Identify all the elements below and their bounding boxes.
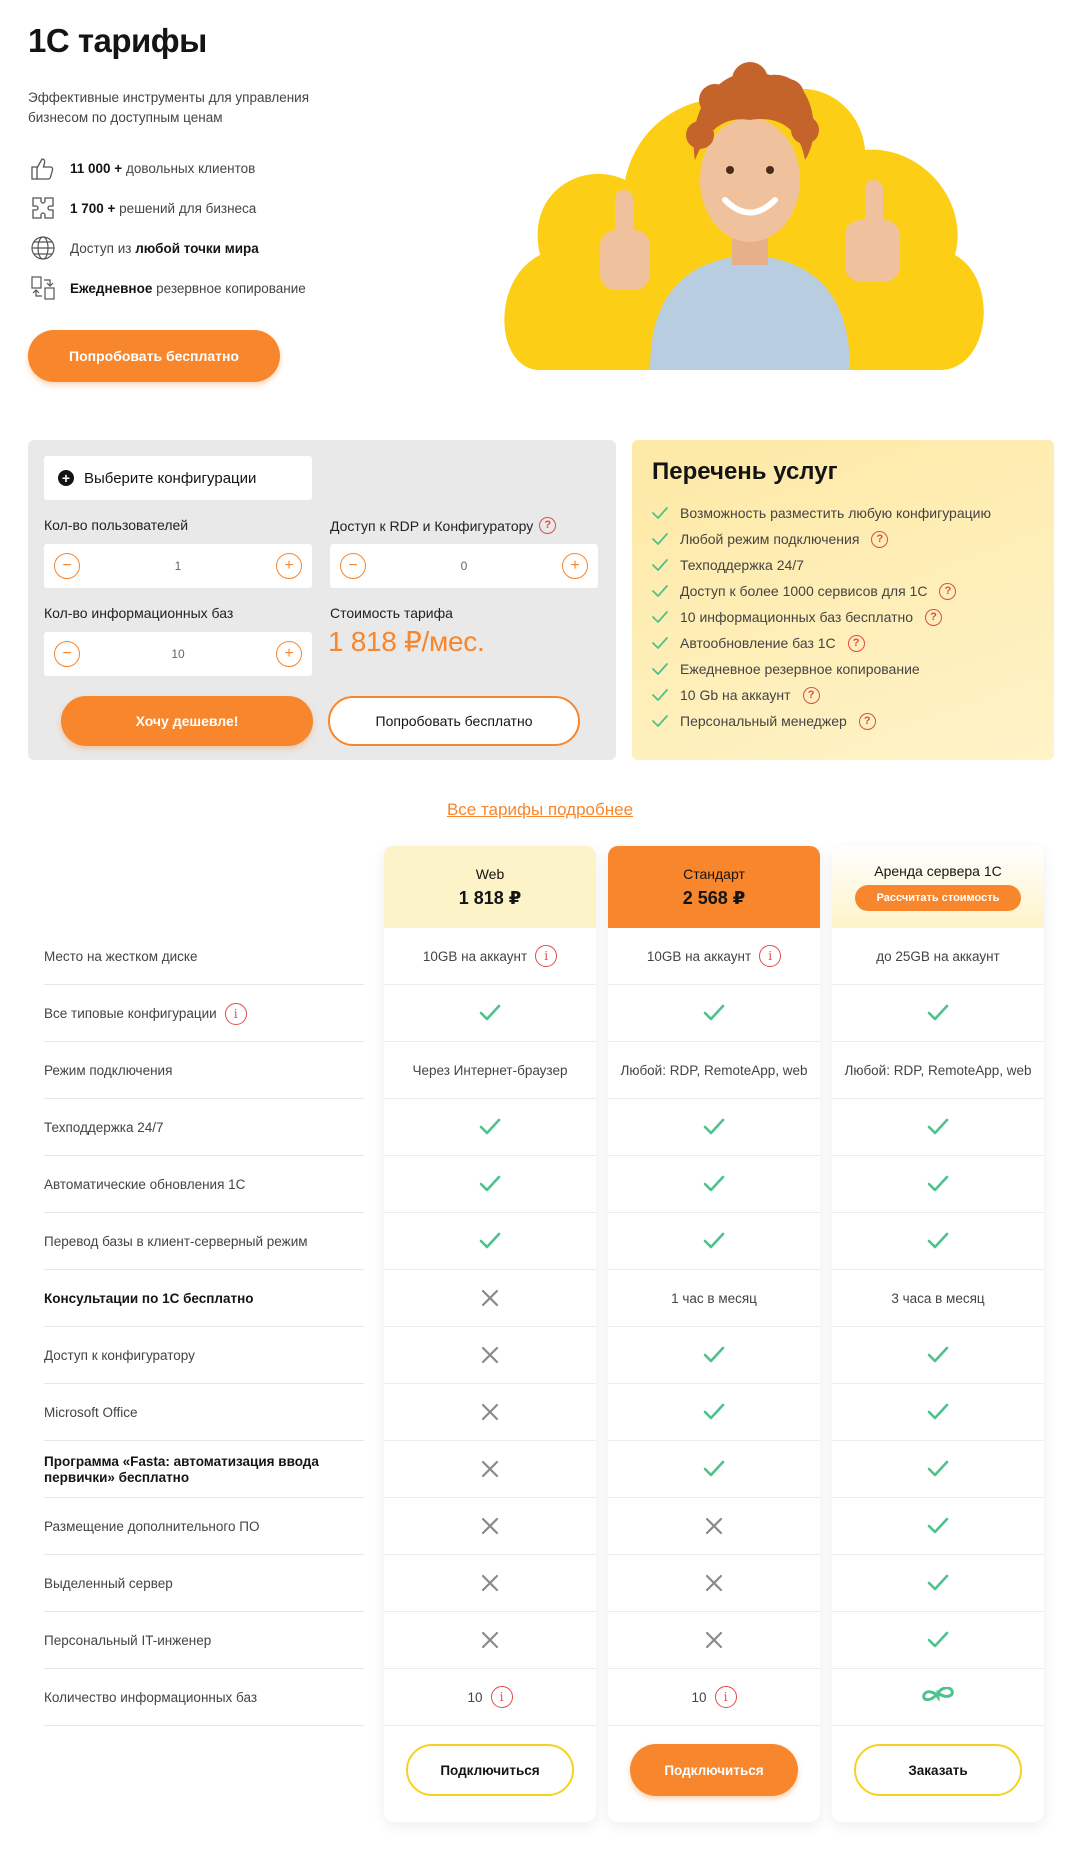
row-label: Все типовые конфигурации i	[44, 985, 364, 1042]
check-icon	[703, 1175, 725, 1193]
row-label: Консультации по 1С бесплатно	[44, 1290, 254, 1306]
check-icon	[927, 1403, 949, 1421]
backup-icon	[28, 273, 58, 303]
bases-value[interactable]: 10	[171, 647, 185, 661]
cross-icon	[481, 1574, 499, 1592]
row-label: Выделенный сервер	[44, 1575, 173, 1591]
cell-value: до 25GB на аккаунт	[876, 948, 1000, 964]
row-label: Количество информационных баз	[44, 1689, 258, 1705]
plan-header	[608, 846, 820, 928]
cell-value: 10	[691, 1689, 707, 1705]
table-cell	[384, 1498, 596, 1555]
cross-icon	[481, 1460, 499, 1478]
cell-value: 10	[467, 1689, 483, 1705]
row-label: Размещение дополнительного ПО	[44, 1518, 260, 1534]
table-cell	[608, 1669, 820, 1726]
table-cell	[384, 1099, 596, 1156]
users-stepper	[44, 544, 312, 588]
table-cell	[608, 1156, 820, 1213]
table-cell	[832, 1327, 1044, 1384]
try-free-button[interactable]: Попробовать бесплатно	[28, 330, 280, 382]
row-label: Перевод базы в клиент-серверный режим	[44, 1233, 308, 1249]
table-cell	[832, 1156, 1044, 1213]
cell-value: Через Интернет-браузер	[412, 1062, 568, 1078]
connect-button[interactable]: Подключиться	[630, 1744, 798, 1796]
table-cell	[608, 1384, 820, 1441]
cheaper-button[interactable]: Хочу дешевле!	[61, 696, 313, 746]
check-icon	[927, 1517, 949, 1535]
check-icon	[479, 1118, 501, 1136]
plan-standard-column	[608, 846, 820, 1822]
service-item	[652, 500, 991, 526]
bases-stepper	[44, 632, 312, 676]
table-cell	[608, 1042, 820, 1099]
service-item-label: Персональный менеджер	[680, 713, 847, 729]
check-icon	[652, 559, 668, 571]
hero-illustration	[500, 40, 1000, 380]
check-icon	[652, 689, 668, 701]
feature-solutions	[28, 193, 256, 223]
feature-access	[28, 233, 259, 263]
infinity-icon	[920, 1687, 956, 1707]
cell-value: Любой: RDP, RemoteApp, web	[620, 1062, 808, 1078]
service-item-label: Доступ к более 1000 сервисов для 1С	[680, 583, 928, 599]
check-icon	[927, 1631, 949, 1649]
table-cell	[608, 1327, 820, 1384]
row-label: Автоматические обновления 1С	[44, 1176, 246, 1192]
table-cell	[608, 985, 820, 1042]
rdp-label: Доступ к RDP и Конфигуратору ?	[330, 517, 556, 534]
services-list	[652, 500, 991, 734]
table-cell	[384, 1441, 596, 1498]
table-cell	[384, 928, 596, 985]
cross-icon	[481, 1517, 499, 1535]
info-icon[interactable]: i	[535, 945, 557, 967]
check-icon	[652, 507, 668, 519]
service-item	[652, 578, 991, 604]
page-title: 1С тарифы	[28, 22, 207, 59]
table-cell	[384, 1270, 596, 1327]
plan-header	[832, 846, 1044, 928]
table-cell	[608, 1099, 820, 1156]
row-divider	[44, 1725, 364, 1726]
help-icon[interactable]: ?	[871, 531, 888, 548]
row-label: Доступ к конфигуратору	[44, 1347, 195, 1363]
hero-subtitle: Эффективные инструменты для управления бизнесом по доступным ценам	[28, 90, 310, 125]
service-item-label: Автообновление баз 1С	[680, 635, 836, 651]
thumbs-up-icon	[28, 153, 58, 183]
feature-backup	[28, 273, 306, 303]
cross-icon	[705, 1631, 723, 1649]
check-icon	[927, 1574, 949, 1592]
row-label: Персональный IT-инженер	[44, 1632, 212, 1648]
check-icon	[927, 1460, 949, 1478]
service-item-label: Любой режим подключения	[680, 531, 860, 547]
table-cell	[832, 985, 1044, 1042]
info-icon[interactable]: i	[225, 1003, 247, 1025]
help-icon[interactable]: ?	[803, 687, 820, 704]
cross-icon	[481, 1631, 499, 1649]
check-icon	[927, 1118, 949, 1136]
table-cell	[832, 1441, 1044, 1498]
check-icon	[703, 1346, 725, 1364]
table-cell	[384, 1156, 596, 1213]
services-title: Перечень услуг	[652, 458, 838, 485]
table-cell	[832, 1099, 1044, 1156]
table-cell	[384, 1042, 596, 1099]
cross-icon	[481, 1403, 499, 1421]
check-icon	[703, 1232, 725, 1250]
configurator-panel	[28, 440, 616, 760]
info-icon[interactable]: i	[759, 945, 781, 967]
check-icon	[652, 715, 668, 727]
check-icon	[927, 1232, 949, 1250]
feature-backup-text: резервное копирование	[152, 280, 306, 296]
rdp-plus-button[interactable]: +	[562, 553, 588, 579]
table-cell	[384, 1384, 596, 1441]
cell-value: 10GB на аккаунт	[646, 948, 752, 964]
table-cell	[832, 1270, 1044, 1327]
table-cell	[832, 1612, 1044, 1669]
check-icon	[479, 1232, 501, 1250]
service-item-label: Ежедневное резервное копирование	[680, 661, 920, 677]
cost-label: Стоимость тарифа	[330, 605, 453, 621]
cross-icon	[481, 1289, 499, 1307]
service-item-label: Техподдержка 24/7	[680, 557, 804, 573]
table-cell	[384, 1669, 596, 1726]
feature-backup-bold: Ежедневное	[70, 280, 153, 296]
config-try-free-button[interactable]: Попробовать бесплатно	[328, 696, 580, 746]
calculate-cost-button[interactable]: Рассчитать стоимость	[855, 885, 1021, 911]
rdp-minus-button[interactable]: −	[340, 553, 366, 579]
table-cell	[608, 1498, 820, 1555]
help-icon[interactable]: ?	[539, 517, 556, 534]
bases-plus-button[interactable]: +	[276, 641, 302, 667]
service-item	[652, 682, 991, 708]
feature-solutions-text: решений для бизнеса	[115, 200, 257, 216]
service-item	[652, 604, 991, 630]
service-item	[652, 526, 991, 552]
users-plus-button[interactable]: +	[276, 553, 302, 579]
table-cell	[384, 1213, 596, 1270]
check-icon	[703, 1004, 725, 1022]
info-icon[interactable]: i	[715, 1686, 737, 1708]
plan-name: Web	[475, 865, 505, 882]
cross-icon	[705, 1517, 723, 1535]
cell-value: 3 часа в месяц	[891, 1290, 985, 1306]
table-cell	[608, 1441, 820, 1498]
globe-icon	[28, 233, 58, 263]
table-cell	[832, 1498, 1044, 1555]
help-icon[interactable]: ?	[859, 713, 876, 730]
table-cell	[608, 1612, 820, 1669]
feature-clients-text: довольных клиентов	[122, 160, 256, 176]
check-icon	[479, 1004, 501, 1022]
row-label: Программа «Fasta: автоматизация ввода первички» бесплатно	[44, 1453, 319, 1485]
plan-name: Стандарт	[683, 865, 745, 882]
plus-circle-icon: +	[58, 470, 74, 486]
plan-price: 2 568 ₽	[682, 887, 746, 908]
all-tariffs-link[interactable]: Все тарифы подробнее	[446, 800, 634, 819]
plan-server-column	[832, 846, 1044, 1822]
help-icon[interactable]: ?	[939, 583, 956, 600]
service-item-label: 10 информационных баз бесплатно	[680, 609, 913, 625]
table-cell	[832, 928, 1044, 985]
users-label: Кол-во пользователей	[44, 517, 189, 533]
table-cell	[832, 1213, 1044, 1270]
puzzle-icon	[28, 193, 58, 223]
check-icon	[479, 1175, 501, 1193]
table-cell	[384, 1327, 596, 1384]
table-cell	[384, 1612, 596, 1669]
table-cell	[608, 1555, 820, 1612]
cross-icon	[481, 1346, 499, 1364]
services-panel	[632, 440, 1054, 760]
config-header[interactable]	[44, 456, 312, 500]
plan-web-column	[384, 846, 596, 1822]
row-label: Microsoft Office	[44, 1404, 138, 1420]
cell-value: 10GB на аккаунт	[422, 948, 528, 964]
check-icon	[652, 663, 668, 675]
info-icon[interactable]: i	[491, 1686, 513, 1708]
feature-clients-count: 11 000 +	[70, 160, 123, 176]
check-icon	[652, 637, 668, 649]
feature-clients	[28, 153, 255, 183]
row-label: Место на жестком диске	[44, 948, 198, 964]
plan-header	[384, 846, 596, 928]
service-item	[652, 552, 991, 578]
table-cell	[608, 1270, 820, 1327]
check-icon	[703, 1118, 725, 1136]
help-icon[interactable]: ?	[848, 635, 865, 652]
table-cell	[832, 1555, 1044, 1612]
check-icon	[703, 1403, 725, 1421]
service-item	[652, 656, 991, 682]
person-thumbs-up-icon	[500, 40, 1000, 380]
config-header-label: Выберите конфигурации	[84, 469, 257, 487]
feature-solutions-count: 1 700 +	[70, 200, 116, 216]
feature-access-text: Доступ из	[70, 240, 136, 256]
check-icon	[652, 533, 668, 545]
table-cell	[384, 1555, 596, 1612]
tariff-price: 1 818 ₽/мес.	[328, 626, 485, 657]
service-item	[652, 708, 991, 734]
feature-access-bold: любой точки мира	[135, 240, 259, 256]
check-icon	[927, 1346, 949, 1364]
row-label: Режим подключения	[44, 1062, 173, 1078]
check-icon	[927, 1004, 949, 1022]
service-item	[652, 630, 991, 656]
check-icon	[927, 1175, 949, 1193]
table-cell	[384, 985, 596, 1042]
table-cell	[832, 1384, 1044, 1441]
service-item-label: Возможность разместить любую конфигурацию	[680, 505, 991, 521]
table-cell	[832, 1042, 1044, 1099]
cell-value: Любой: RDP, RemoteApp, web	[844, 1062, 1032, 1078]
check-icon	[652, 585, 668, 597]
rdp-value[interactable]: 0	[460, 559, 468, 573]
cell-value: 1 час в месяц	[671, 1290, 757, 1306]
bases-minus-button[interactable]: −	[54, 641, 80, 667]
tariff-comparison-table	[0, 846, 1080, 1826]
check-icon	[652, 611, 668, 623]
table-cell	[608, 1213, 820, 1270]
rdp-stepper	[330, 544, 598, 588]
users-value[interactable]: 1	[174, 559, 182, 573]
service-item-label: 10 Gb на аккаунт	[680, 687, 791, 703]
order-button[interactable]: Заказать	[854, 1744, 1022, 1796]
hero-section	[0, 0, 1080, 420]
help-icon[interactable]: ?	[925, 609, 942, 626]
users-minus-button[interactable]: −	[54, 553, 80, 579]
cross-icon	[705, 1574, 723, 1592]
plan-name: Аренда сервера 1С	[874, 863, 1002, 879]
check-icon	[703, 1460, 725, 1478]
table-cell	[832, 1669, 1044, 1726]
row-label: Техподдержка 24/7	[44, 1119, 164, 1135]
bases-label: Кол-во информационных баз	[44, 605, 234, 621]
connect-button[interactable]: Подключиться	[406, 1744, 574, 1796]
plan-price: 1 818 ₽	[458, 887, 522, 908]
table-cell	[608, 928, 820, 985]
